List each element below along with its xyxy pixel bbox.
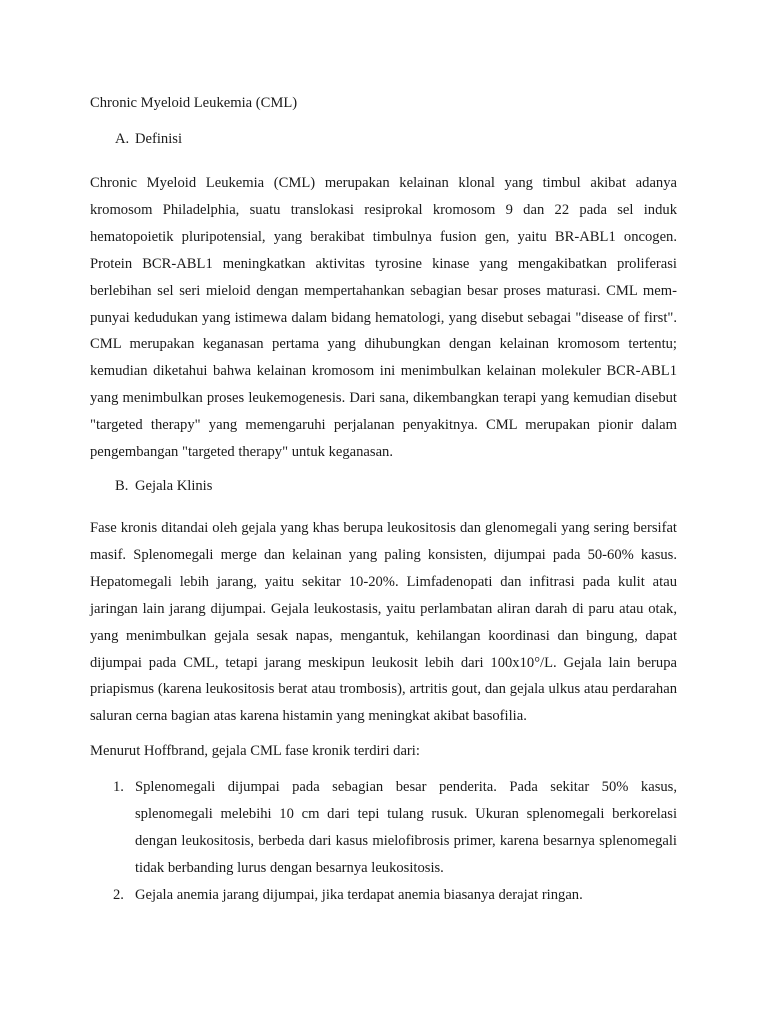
section-heading-gejala-klinis: [90, 477, 677, 495]
list-item-number: 1.: [113, 779, 124, 796]
list-item: [90, 774, 677, 882]
section-marker: B.: [115, 477, 129, 494]
numbered-list: [90, 774, 677, 909]
section-heading-definisi: [90, 130, 677, 148]
section-heading-text: Gejala Klinis: [135, 477, 213, 494]
list-item-text: Gejala anemia jarang dijumpai, jika terdapat anemia biasanya derajat ringan.: [135, 886, 583, 903]
section-heading-text: Definisi: [135, 131, 183, 147]
section-marker: A.: [115, 131, 130, 147]
list-item-number: 2.: [113, 886, 124, 903]
definisi-paragraph: Chronic Myeloid Leukemia (CML) merupakan kelainan klonal yang timbul akibat adanya kromosom Philadelphia, suatu translokasi resiprokal kromosom 9 dan 22 pada sel induk hematopoietik pluripotensial, yang berakibat timbulnya fusion gen, yaitu BR-ABL1 oncogen. Protein BCR-ABL1 meningkatkan aktivitas tyrosine kinase yang mengakibatkan proliferasi berlebihan sel seri mieloid dengan mempertahankan sebagian besar proses maturasi. CML mempunyai kedudukan yang istimewa dalam bidang hematologi, yang disebut sebagai "disease of first". CML merupakan keganasan pertama yang dihubungkan dengan kelainan kromosom tertentu; kemudian diketahui bahwa kelainan kromosom ini menimbulkan kelainan molekuler BCR-ABL1 yang menimbulkan proses leukemogenesis. Dari sana, dikembangkan terapi yang kemudian disebut "targeted therapy" yang memengaruhi perjalanan penyakitnya. CML merupakan pionir dalam pengembangan "targeted therapy" untuk keganasan.: [90, 175, 677, 461]
list-item-text: Splenomegali dijumpai pada sebagian besar penderita. Pada sekitar 50% kasus, splenomegali melebihi 10 cm dari tepi tulang rusuk. Ukuran splenomegali berkorelasi dengan leukositosis, berbeda dari kasus mielofibrosis primer, karena besarnya splenomegali tidak berbanding lurus dengan besarnya leukositosis.: [135, 779, 677, 876]
list-item: [90, 882, 677, 909]
document-title: Chronic Myeloid Leukemia (CML): [90, 95, 298, 111]
gejala-klinis-paragraph: Fase kronis ditandai oleh gejala yang khas berupa leukositosis dan glenomegali yang sering bersifat masif. Splenomegali merge dan kelainan yang paling konsisten, dijumpai pada 50-60% kasus. Hepatomegali lebih jarang, yaitu sekitar 10-20%. Limfadenopati dan infitrasi pada kulit atau jaringan lain jarang dijumpai. Gejala leukostasis, yaitu perlambatan aliran darah di paru atau otak, yang menimbulkan gejala sesak napas, mengantuk, kehilangan koordinasi dan bingung, dapat dijumpai pada CML, tetapi jarang meskipun leukosit lebih dari 100x10°/L. Gejala lain berupa priapismus (karena leukositosis berat atau trombosis), artritis gout, dan gejala ulkus atau perdarahan saluran cerna bagian atas karena histamin yang meningkat akibat basofilia.: [90, 519, 677, 725]
hoffbrand-intro: Menurut Hoffbrand, gejala CML fase kronik terdiri dari:: [90, 743, 420, 760]
